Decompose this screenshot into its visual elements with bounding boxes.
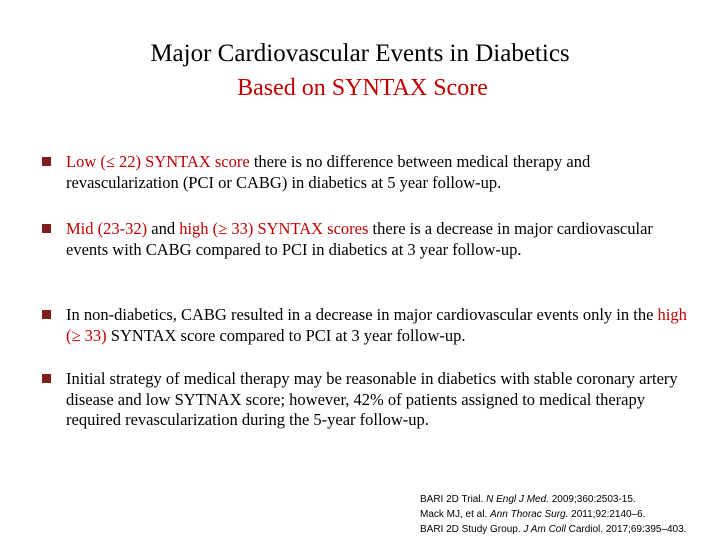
bullet-non-diabetics [46,305,696,346]
body-text: there is a decrease in major cardiovascular events with CABG compared to PCI in diabetics at 3 year follow-up. [66,219,653,259]
bullet-medical-therapy [46,369,696,431]
bullet-mid-high-syntax [46,219,696,260]
body-text: there is no difference between medical therapy and revascularization (PCI or CABG) in diabetics at 5 year follow-up. [66,152,591,192]
square-bullet-icon [42,157,51,166]
square-bullet-icon [42,224,51,233]
body-text: Initial strategy of medical therapy may be reasonable in diabetics with stable coronary artery disease and low SYTNAX score; however, 42% of patients assigned to medical therapy required revascularization during the 5-year follow-up. [66,369,678,429]
slide-title: Major Cardiovascular Events in Diabetics [150,40,570,67]
highlight-text: high (≥ 33) [66,305,687,345]
highlight-text: Mid (23-32) [66,219,148,238]
slide-subtitle: Based on SYNTAX Score [237,75,488,101]
reference-item: Mack MJ, et al. Ann Thorac Surg. 2011;92:2140–6. [420,509,646,520]
bullet-low-syntax [46,152,696,193]
square-bullet-icon [42,374,51,383]
reference-item: BARI 2D Study Group. J Am Coll Cardiol. 2017;69:395–403. [420,524,687,535]
highlight-text: high (≥ 33) SYNTAX scores [179,219,369,238]
references [420,492,686,537]
square-bullet-icon [42,310,51,319]
highlight-text: Low (≤ 22) SYNTAX score [66,152,250,171]
body-text: In non-diabetics, CABG resulted in a decrease in major cardiovascular events only in the [66,305,658,324]
body-text: SYNTAX score compared to PCI at 3 year follow-up. [106,325,466,345]
reference-item: BARI 2D Trial. N Engl J Med. 2009;360:2503-15. [420,494,636,505]
body-text: and [147,219,180,238]
